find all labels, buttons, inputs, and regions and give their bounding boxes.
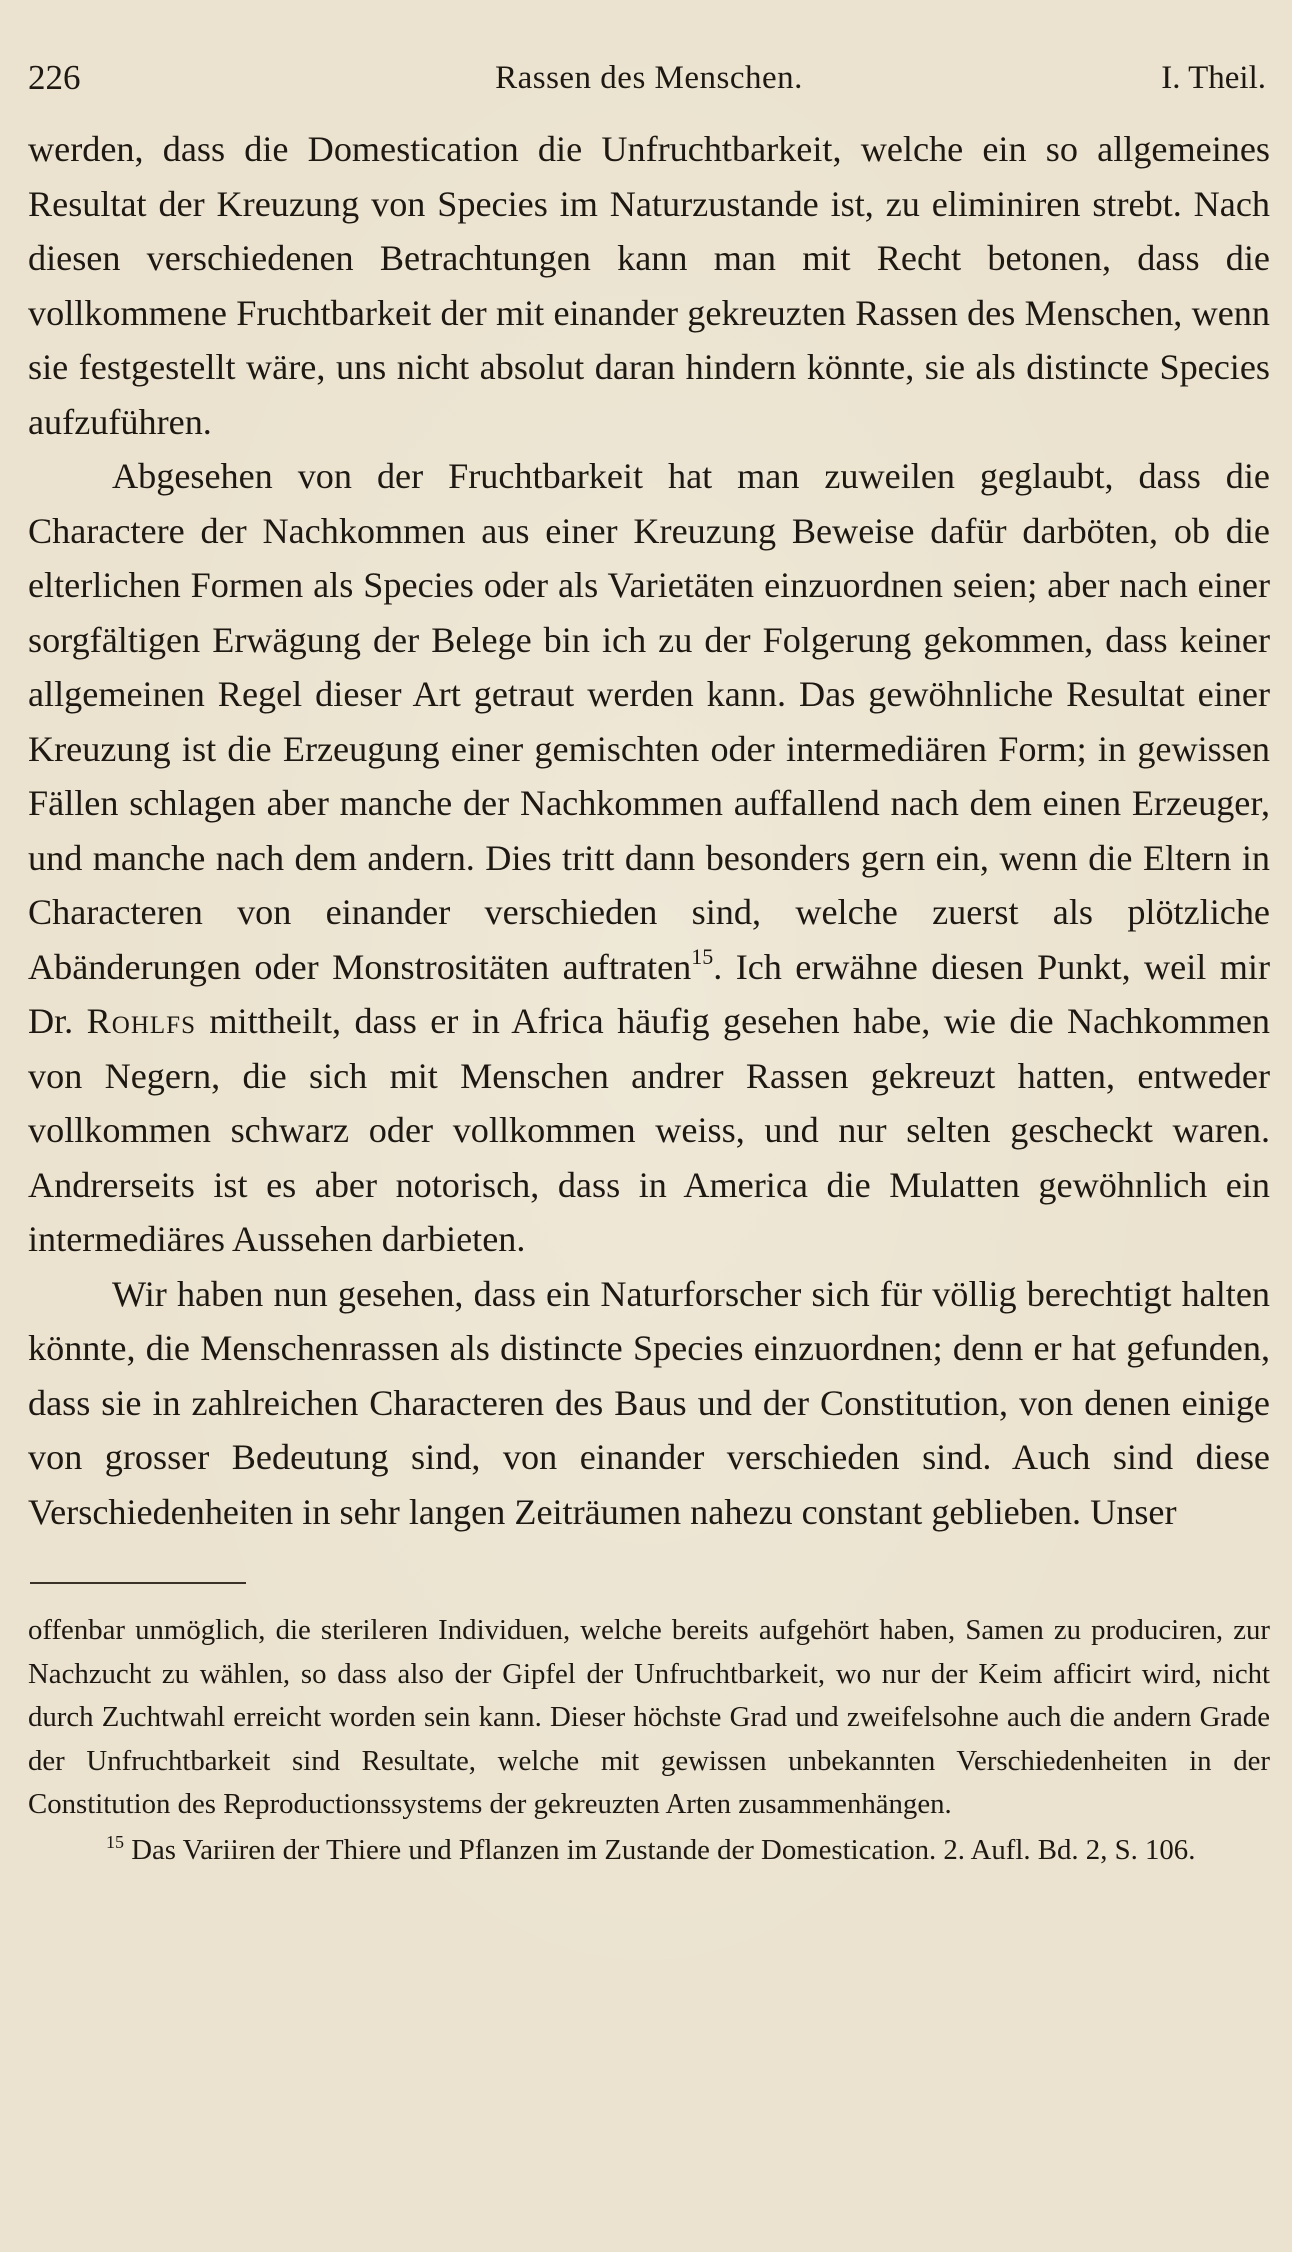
paragraph-text: mittheilt, dass er in Africa häufig gesehen habe, wie die Nachkommen von Negern, die sich mit Menschen andrer Rassen gekreuzt hatten, entweder vollkommen schwarz oder vollkommen weiss, und nur selten gescheckt waren. Andrerseits ist es aber notorisch, dass in America die Mulatten gewöhnlich ein intermediäres Aussehen darbieten. [28, 1001, 1270, 1259]
footnotes [28, 1609, 1270, 1872]
footnote-15 [28, 1829, 1270, 1873]
running-title: Rassen des Menschen. [495, 60, 803, 96]
author-name: Rohlfs [86, 1001, 196, 1041]
paragraph-continued: werden, dass die Domestication die Unfruchtbarkeit, welche ein so allgemeines Resultat der Kreuzung von Species im Naturzustande ist, zu eliminiren strebt. Nach diesen verschiedenen Betrachtungen kann man mit Recht betonen, dass die vollkommene Fruchtbarkeit der mit einander gekreuzten Rassen des Menschen, wenn sie festgestellt wäre, uns nicht absolut daran hindern könnte, sie als distincte Species aufzuführen. [28, 129, 1270, 442]
paragraph-naturalist: Wir haben nun gesehen, dass ein Naturforscher sich für völlig berechtigt halten könnte, die Menschenrassen als distincte Species einzuordnen; denn er hat gefunden, dass sie in zahlreichen Characteren des Baus und der Constitution, von denen einige von grosser Bedeutung sind, von einander verschieden sind. Auch sind diese Verschiedenheiten in sehr langen Zeiträumen nahezu constant geblieben. Unser [28, 1273, 1270, 1532]
footnote-ref-15: 15 [691, 943, 714, 969]
running-header [28, 48, 1270, 108]
footnote-divider [30, 1582, 246, 1584]
paragraph-text: . Ich erwähne diesen Punkt, weil mir Dr. [28, 946, 1270, 1041]
page-number: 226 [28, 58, 81, 97]
footnote-number: 15 [106, 1831, 124, 1852]
paragraph-crossing [28, 449, 1270, 1267]
main-text [28, 122, 1270, 1539]
paragraph-text: Abgesehen von der Fruchtbarkeit hat man zuweilen geglaubt, dass die Charactere der Nachkommen aus einer Kreuzung Beweise dafür darböten, ob die elterlichen Formen als Species oder als Varietäten einzuordnen seien; aber nach einer sorgfältigen Erwägung der Belege bin ich zu der Folgerung gekommen, dass keiner allgemeinen Regel dieser Art getraut werden kann. Das gewöhnliche Resultat einer Kreuzung ist die Erzeugung einer gemischten oder intermediären Form; in gewissen Fällen schlagen aber manche der Nachkommen auffallend nach dem einen Erzeuger, und manche nach dem andern. Dies tritt dann besonders gern ein, wenn die Eltern in Characteren von einander verschieden sind, welche zuerst als plötzliche Abänderungen oder Monstrositäten auftraten [28, 456, 1270, 987]
part-label: I. Theil. [1161, 60, 1266, 96]
footnote-continued: offenbar unmöglich, die sterileren Individuen, welche bereits aufgehört haben, Samen zu produciren, zur Nachzucht zu wählen, so dass also der Gipfel der Unfruchtbarkeit, wo nur der Keim afficirt wird, nicht durch Zuchtwahl erreicht worden sein kann. Dieser höchste Grad und zweifelsohne auch die andern Grade der Unfruchtbarkeit sind Resultate, welche mit gewissen unbekannten Verschiedenheiten in der Constitution des Reproductionssystems der gekreuzten Arten zusammenhängen. [28, 1614, 1270, 1820]
footnote-text: Das Variiren der Thiere und Pflanzen im Zustande der Domestication. 2. Aufl. Bd. 2, S. 106. [124, 1833, 1196, 1866]
